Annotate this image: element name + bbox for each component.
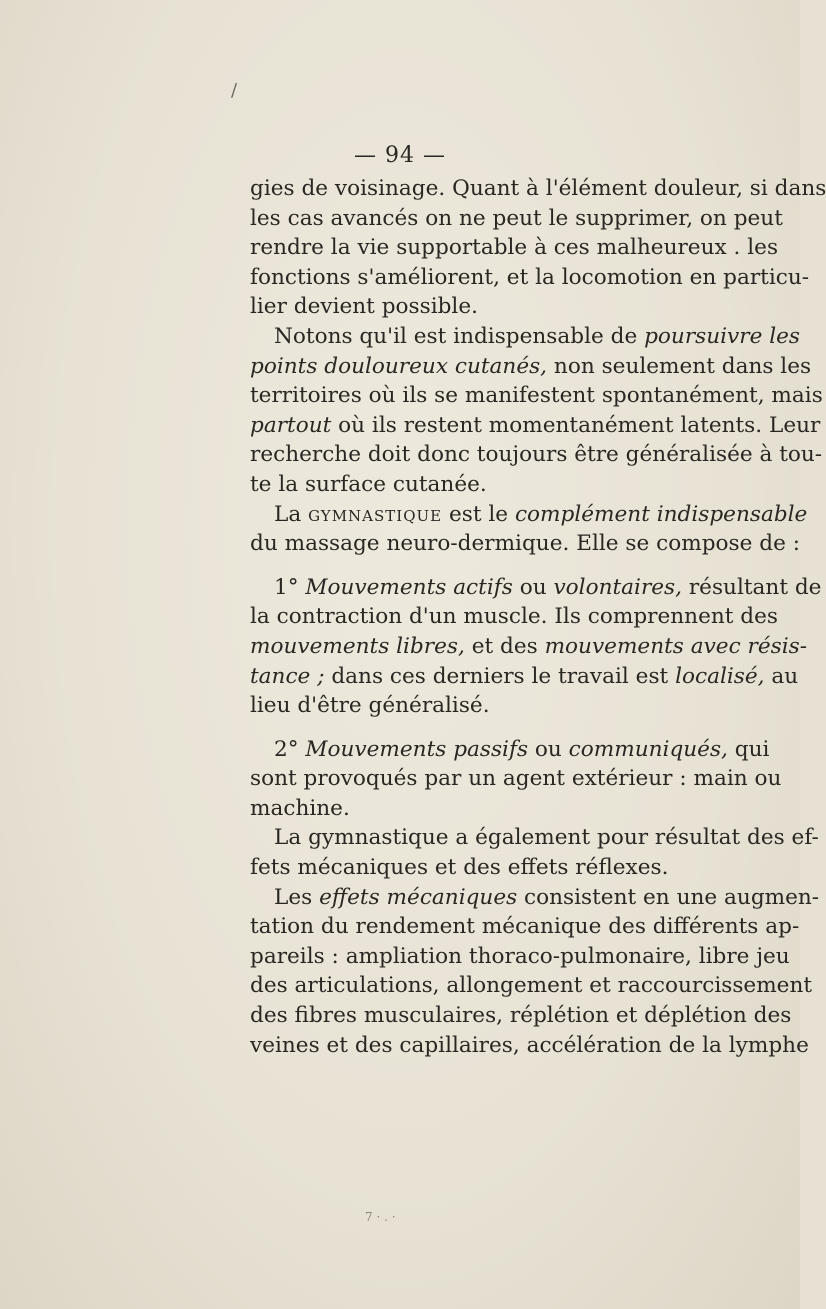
text-line: tation du rendement mécanique des différents ap-	[250, 914, 800, 940]
paragraph-7	[250, 883, 820, 1061]
page-number: — 94 —	[354, 143, 446, 168]
text-line: la contraction d'un muscle. Ils comprennent des	[250, 604, 778, 630]
text-line: rendre la vie supportable à ces malheureux . les	[250, 235, 779, 261]
text-line: des articulations, allongement et raccourcissement	[250, 973, 813, 999]
text-line: machine.	[250, 795, 350, 821]
text-line: lier devient possible.	[250, 294, 478, 320]
text-line: fets mécaniques et des effets réflexes.	[250, 855, 669, 881]
text-line: Notons qu'il est indispensable de poursuivre les	[274, 323, 800, 349]
paragraph-5	[250, 735, 782, 824]
text-line: pareils : ampliation thoraco-pulmonaire, libre jeu	[250, 943, 790, 969]
text-line: points douloureux cutanés, non seulement dans les	[250, 353, 812, 379]
paragraph-6	[250, 823, 819, 882]
paragraph-3	[250, 500, 808, 559]
text-line: recherche doit donc toujours être généralisée à tou-	[250, 442, 823, 468]
paragraph-1	[250, 174, 826, 322]
body-text	[250, 174, 826, 1060]
paragraph-2	[250, 322, 823, 500]
text-line: 1° Mouvements actifs ou volontaires, résultant de	[274, 574, 822, 600]
text-line: gies de voisinage. Quant à l'élément douleur, si dans	[250, 176, 826, 201]
text-line: mouvements libres, et des mouvements avec résis-	[250, 633, 808, 659]
top-ink-mark: /	[231, 80, 238, 101]
text-line: sont provoqués par un agent extérieur : main ou	[250, 766, 782, 792]
bottom-ink-mark: 7 · . ·	[365, 1210, 396, 1224]
text-line: tance ; dans ces derniers le travail est localisé, au	[250, 663, 799, 689]
text-line: fonctions s'améliorent, et la locomotion en particu-	[250, 264, 810, 290]
text-line: lieu d'être généralisé.	[250, 693, 490, 719]
text-line: Les effets mécaniques consistent en une augmen-	[274, 884, 820, 910]
text-line: des fibres musculaires, réplétion et déplétion des	[250, 1003, 792, 1029]
text-line: 2° Mouvements passifs ou communiqués, qui	[274, 736, 770, 762]
text-line: La gymnastique est le complément indispensable	[274, 501, 808, 527]
text-line: La gymnastique a également pour résultat des ef-	[274, 825, 819, 851]
text-line: veines et des capillaires, accélération de la lymphe	[250, 1032, 809, 1058]
text-line: les cas avancés on ne peut le supprimer, on peut	[250, 205, 783, 231]
text-line: partout où ils restent momentanément latents. Leur	[250, 412, 821, 438]
text-line: te la surface cutanée.	[250, 471, 487, 497]
paragraph-4	[250, 573, 822, 721]
text-line: territoires où ils se manifestent spontanément, mais	[250, 383, 823, 409]
text-line: du massage neuro-dermique. Elle se compose de :	[250, 531, 801, 557]
